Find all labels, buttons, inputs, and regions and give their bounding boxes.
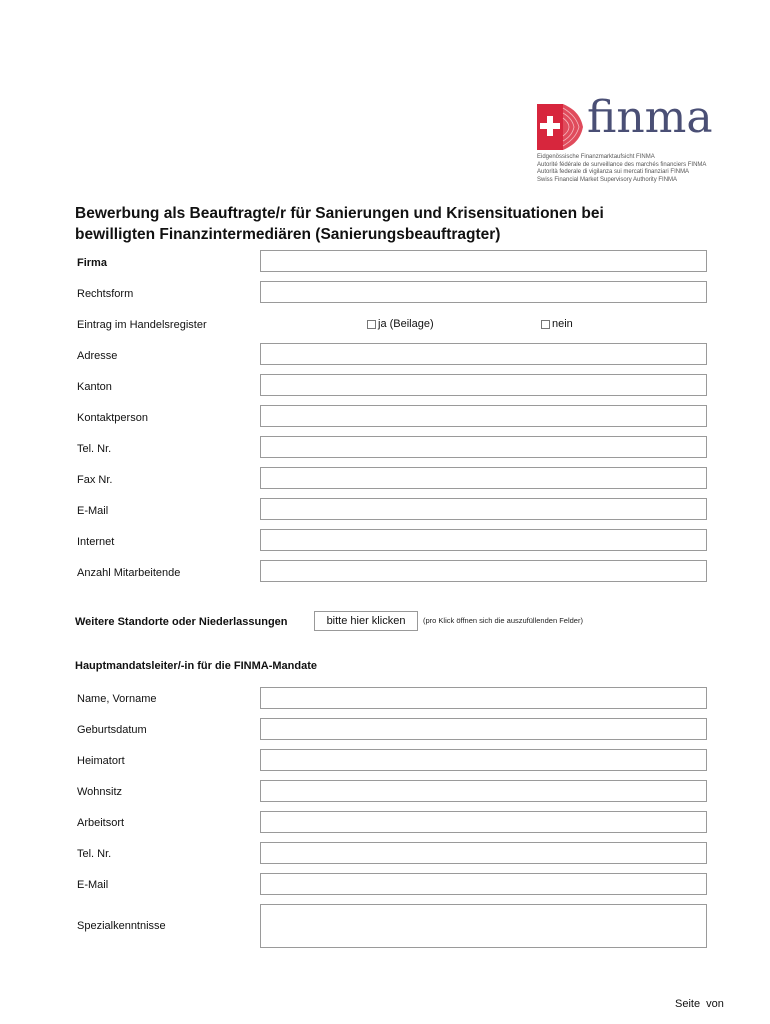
arbeitsort-field[interactable] [260,811,707,833]
tel-label: Tel. Nr. [77,443,112,455]
spezial-label: Spezialkenntnisse [77,920,166,932]
mandate-email-field[interactable] [260,873,707,895]
mitarbeitende-field[interactable] [260,560,707,582]
mandate-tel-label: Tel. Nr. [77,848,112,860]
kontaktperson-field[interactable] [260,405,707,427]
handelsregister-yes-option[interactable] [367,318,434,330]
kanton-label: Kanton [77,381,112,393]
logo-tagline [537,154,737,184]
wohnsitz-field[interactable] [260,780,707,802]
rechtsform-field[interactable] [260,281,707,303]
email-label: E-Mail [77,505,109,517]
firma-field[interactable] [260,250,707,272]
handelsregister-no-option[interactable] [541,318,573,330]
add-location-button[interactable]: bitte hier klicken [314,611,418,631]
adresse-field[interactable] [260,343,707,365]
adresse-label: Adresse [77,350,118,362]
fax-label: Fax Nr. [77,474,113,486]
heimatort-label: Heimatort [77,755,125,767]
finma-wordmark: finma [587,92,713,143]
mandate-tel-field[interactable] [260,842,707,864]
handelsregister-label: Eintrag im Handelsregister [77,319,207,331]
rechtsform-label: Rechtsform [77,288,134,300]
arbeitsort-label: Arbeitsort [77,817,125,829]
finma-logo [537,92,737,190]
fax-field[interactable] [260,467,707,489]
geburtsdatum-label: Geburtsdatum [77,724,147,736]
internet-label: Internet [77,536,115,548]
swiss-cross-icon [537,104,585,150]
geburtsdatum-field[interactable] [260,718,707,740]
mandate-heading: Hauptmandatsleiter/-in für die FINMA-Mandate [75,660,318,672]
tagline-it: Autorità federale di vigilanza sui mercati finanziari FINMA [537,169,690,175]
tel-field[interactable] [260,436,707,458]
form-title [75,203,715,245]
standorte-hint: (pro Klick öffnen sich die auszufüllenden Felder) [423,616,583,625]
handelsregister-yes-label: ja (Beilage) [378,318,434,330]
firma-label: Firma [77,257,107,269]
kanton-field[interactable] [260,374,707,396]
wohnsitz-label: Wohnsitz [77,786,123,798]
handelsregister-no-checkbox[interactable] [541,320,550,329]
tagline-fr: Autorité fédérale de surveillance des marchés financiers FINMA [537,161,707,168]
mandate-email-label: E-Mail [77,879,109,891]
name-field[interactable] [260,687,707,709]
handelsregister-no-label: nein [552,318,573,330]
tagline-de: Eidgenössische Finanzmarktaufsicht FINMA [537,154,655,160]
form-title-line2: bewilligten Finanzintermediären (Sanierungsbeauftragter) [75,226,501,243]
form-title-line1: Bewerbung als Beauftragte/r für Sanierungen und Krisensituationen bei [75,205,604,222]
kontaktperson-label: Kontaktperson [77,412,148,424]
page-number: Seite von [675,998,724,1010]
mitarbeitende-label: Anzahl Mitarbeitende [77,567,181,579]
heimatort-field[interactable] [260,749,707,771]
spezial-field[interactable] [260,904,707,948]
standorte-label: Weitere Standorte oder Niederlassungen [75,616,288,628]
email-field[interactable] [260,498,707,520]
internet-field[interactable] [260,529,707,551]
name-label: Name, Vorname [77,693,157,705]
tagline-en: Swiss Financial Market Supervisory Authority FINMA [537,176,678,183]
handelsregister-yes-checkbox[interactable] [367,320,376,329]
